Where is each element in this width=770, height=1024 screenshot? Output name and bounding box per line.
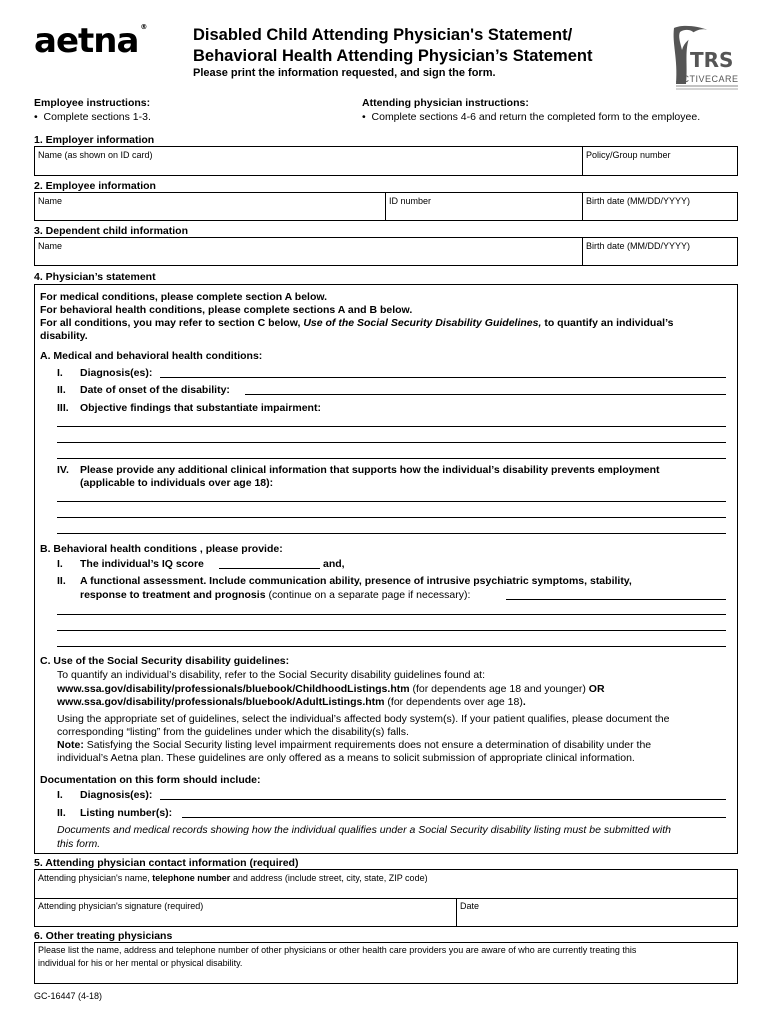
physician-instructions-item — [362, 111, 700, 123]
section-a-heading: A. Medical and behavioral health conditions: — [40, 350, 263, 362]
employee-instructions-text: Complete sections 1-3. — [43, 111, 151, 123]
clinical-info-line-3[interactable] — [57, 533, 726, 534]
title-line-2: Behavioral Health Attending Physician’s Statement — [193, 47, 593, 65]
intro-line-4: disability. — [40, 330, 88, 342]
findings-line-3[interactable] — [57, 458, 726, 459]
a-iv-line-2: (applicable to individuals over age 18): — [80, 477, 274, 489]
findings-line-2[interactable] — [57, 442, 726, 443]
physician-contact-box — [34, 869, 738, 927]
c-note-line-1 — [57, 739, 651, 751]
section-6-heading: 6. Other treating physicians — [34, 930, 173, 942]
clinical-info-line-1[interactable] — [57, 501, 726, 502]
a-ii-label: Date of onset of the disability: — [80, 384, 230, 396]
c-note-label: Note: — [57, 739, 84, 751]
b-ii-number: II. — [57, 575, 66, 587]
clinical-info-line-2[interactable] — [57, 517, 726, 518]
functional-assessment-line-2[interactable] — [57, 630, 726, 631]
a-ii-number: II. — [57, 384, 66, 396]
activecare-logo-text: ACTIVECARE — [676, 74, 739, 84]
b-ii-line-1: A functional assessment. Include communication ability, presence of intrusive psychiatric symptoms, stability, — [80, 575, 632, 587]
doc-italic-line-1: Documents and medical records showing how the individual qualifies under a Social Security disability listing must be submitted with — [57, 824, 671, 836]
c-line-1: To quantify an individual’s disability, refer to the Social Security disability guidelines found at: — [57, 669, 486, 681]
doc-italic-line-2: this form. — [57, 838, 101, 850]
section-4-heading: 4. Physician’s statement — [34, 271, 156, 283]
dependent-info-box — [34, 237, 738, 266]
childhood-listings-link[interactable]: www.ssa.gov/disability/professionals/bluebook/ChildhoodListings.htm — [57, 683, 410, 695]
doc-i-number: I. — [57, 789, 63, 801]
physician-contact-field[interactable] — [38, 873, 428, 883]
employee-name-field[interactable]: Name — [38, 196, 63, 206]
adult-listings-link[interactable]: www.ssa.gov/disability/professionals/bluebook/AdultListings.htm — [57, 696, 385, 708]
c-note-line-2: individual’s Aetna plan. These guidelines are only offered as a means to solicit submission of appropriate clinical information. — [57, 752, 635, 764]
aetna-logo — [34, 21, 147, 61]
b-ii-line-2-note: (continue on a separate page if necessary): — [265, 589, 471, 601]
section-3-heading: 3. Dependent child information — [34, 225, 189, 237]
registered-mark: ® — [140, 23, 147, 31]
physician-instructions-text: Complete sections 4-6 and return the completed form to the employee. — [371, 111, 701, 123]
c-paragraph-line-1: Using the appropriate set of guidelines, select the individual’s affected body system(s). If your patient qualifies, please document the — [57, 713, 670, 725]
employee-instructions-item — [34, 111, 151, 123]
signature-date-field[interactable] — [456, 898, 480, 926]
other-physicians-box[interactable] — [34, 942, 738, 984]
doc-ii-number: II. — [57, 807, 66, 819]
policy-group-field[interactable] — [582, 147, 671, 175]
b-ii-line-2 — [80, 589, 470, 601]
functional-assessment-line-1[interactable] — [57, 614, 726, 615]
c-note-text-1: Satisfying the Social Security listing level impairment requirements does not ensure a determination of disability under the — [83, 739, 652, 751]
intro-line-3 — [40, 317, 673, 329]
bullet-icon: • — [362, 111, 372, 123]
contact-label-b: telephone number — [152, 873, 231, 883]
diagnosis-field[interactable] — [160, 377, 726, 378]
aetna-logo-text: aetna — [34, 21, 139, 61]
intro-line-1: For medical conditions, please complete section A below. — [40, 291, 328, 303]
trs-logo-icon — [668, 24, 740, 94]
a-iv-line-1: Please provide any additional clinical information that supports how the individual’s disability prevents employment — [80, 464, 660, 476]
intro-line-2: For behavioral health conditions, please complete sections A and B below. — [40, 304, 413, 316]
physician-instructions-heading: Attending physician instructions: — [362, 97, 529, 109]
section-5-heading: 5. Attending physician contact information (required) — [34, 857, 299, 869]
c-url-2-note: (for dependents over age 18) — [384, 696, 523, 708]
dependent-birth-date-field[interactable] — [582, 238, 691, 265]
dependent-name-field[interactable]: Name — [38, 241, 63, 251]
date-label: Date — [460, 901, 480, 911]
employee-birth-date-label: Birth date (MM/DD/YYYY) — [586, 196, 691, 206]
contact-label-a: Attending physician's name, — [38, 873, 153, 883]
contact-label-c: and address (include street, city, state, ZIP code) — [230, 873, 428, 883]
a-iii-label: Objective findings that substantiate impairment: — [80, 402, 321, 414]
listing-number-field[interactable] — [182, 817, 726, 818]
employee-info-box — [34, 192, 738, 221]
section-2-heading: 2. Employee information — [34, 180, 156, 192]
employee-instructions-heading: Employee instructions: — [34, 97, 151, 109]
a-iii-number: III. — [57, 402, 69, 414]
intro-line-3c: to quantify an individual’s — [541, 317, 674, 329]
functional-assessment-line-3[interactable] — [57, 646, 726, 647]
employee-birth-date-field[interactable] — [582, 193, 691, 220]
employer-info-box — [34, 146, 738, 176]
bullet-icon: • — [34, 111, 44, 123]
intro-line-3a: For all conditions, you may refer to section C below, — [40, 317, 304, 329]
documentation-heading: Documentation on this form should include: — [40, 774, 261, 786]
policy-group-label: Policy/Group number — [586, 150, 671, 160]
employer-name-field[interactable]: Name (as shown on ID card) — [38, 150, 153, 160]
onset-date-field[interactable] — [245, 394, 726, 395]
physician-signature-field[interactable]: Attending physician's signature (required) — [38, 901, 204, 911]
b-i-number: I. — [57, 558, 63, 570]
doc-ii-label: Listing number(s): — [80, 807, 173, 819]
signature-row-divider — [35, 898, 737, 899]
b-i-label: The individual’s IQ score — [80, 558, 204, 570]
c-paragraph-line-2: corresponding “listing” from the guidelines under which the disability(s) falls. — [57, 726, 409, 738]
dependent-birth-date-label: Birth date (MM/DD/YYYY) — [586, 241, 691, 251]
employee-id-field[interactable] — [385, 193, 432, 220]
trs-activecare-logo — [668, 24, 740, 94]
doc-i-label: Diagnosis(es): — [80, 789, 153, 801]
functional-assessment-field[interactable] — [506, 599, 726, 600]
section-c-heading: C. Use of the Social Security disability guidelines: — [40, 655, 290, 667]
a-i-label: Diagnosis(es): — [80, 367, 153, 379]
doc-diagnosis-field[interactable] — [160, 799, 726, 800]
iq-score-field[interactable] — [219, 568, 320, 569]
a-i-number: I. — [57, 367, 63, 379]
c-or: OR — [588, 683, 605, 695]
b-ii-line-2-bold: response to treatment and prognosis — [80, 589, 266, 601]
form-number: GC-16447 (4-18) — [34, 991, 103, 1001]
c-url-2-dot: . — [522, 696, 526, 708]
intro-line-3-guidelines: Use of the Social Security Disability Guidelines, — [303, 317, 542, 329]
form-subtitle: Please print the information requested, and sign the form. — [193, 67, 496, 79]
section-b-heading: B. Behavioral health conditions , please provide: — [40, 543, 283, 555]
a-iv-number: IV. — [57, 464, 69, 476]
c-url-line-2 — [57, 696, 526, 708]
form-title — [193, 25, 592, 67]
c-url-line-1 — [57, 683, 605, 695]
b-i-and: and, — [323, 558, 345, 570]
c-url-1-note: (for dependents age 18 and younger) — [409, 683, 589, 695]
section-1-heading: 1. Employer information — [34, 134, 155, 146]
other-physicians-line-2: individual for his or her mental or physical disability. — [38, 958, 243, 968]
other-physicians-line-1: Please list the name, address and telephone number of other physicians or other health care providers you are aware of who are currently treating this — [38, 945, 637, 955]
employee-id-label: ID number — [389, 196, 432, 206]
title-line-1: Disabled Child Attending Physician's Statement/ — [193, 26, 573, 44]
findings-line-1[interactable] — [57, 426, 726, 427]
trs-logo-text: TRS — [690, 48, 734, 72]
